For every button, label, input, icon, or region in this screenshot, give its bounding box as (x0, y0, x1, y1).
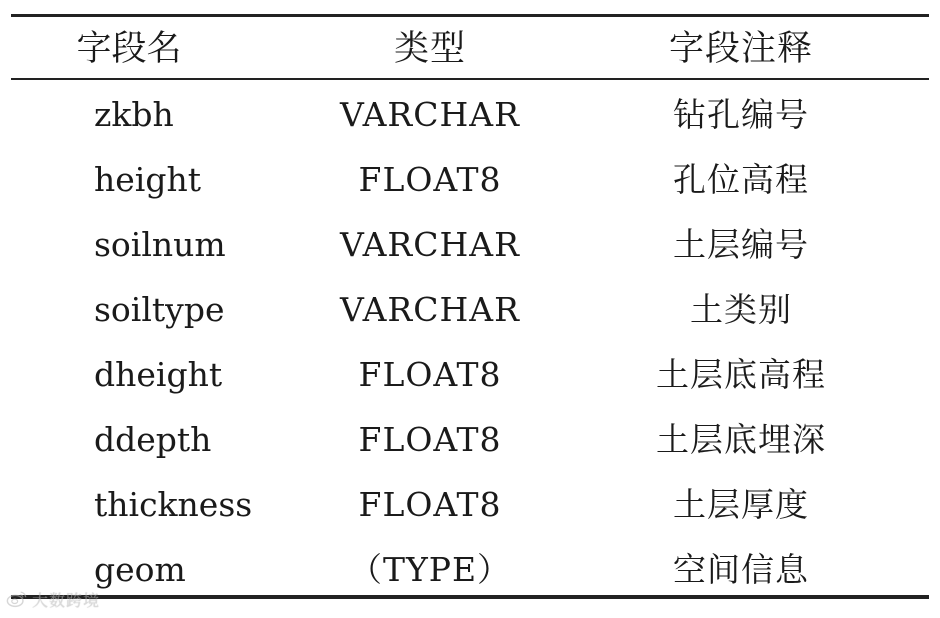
cell-type: FLOAT8 (358, 160, 502, 199)
table-row (11, 537, 929, 602)
cell-type: VARCHAR (340, 290, 520, 329)
table-row (11, 82, 929, 147)
schema-table (11, 14, 929, 599)
table-bottom-rule (11, 595, 929, 599)
cell-comment: 空间信息 (673, 550, 809, 589)
cell-type: （TYPE） (348, 550, 512, 589)
cell-type: FLOAT8 (358, 485, 502, 524)
cell-comment: 土层编号 (673, 225, 809, 264)
cell-field: ddepth (94, 420, 212, 459)
cell-field: thickness (94, 485, 253, 524)
cell-comment: 土层底高程 (656, 355, 826, 394)
table-header-row (11, 17, 929, 82)
cell-type: VARCHAR (340, 225, 520, 264)
cell-field: height (94, 160, 201, 199)
table-row (11, 407, 929, 472)
header-type: 类型 (393, 29, 466, 69)
cell-comment: 钻孔编号 (673, 95, 809, 134)
cell-type: FLOAT8 (358, 420, 502, 459)
table-row (11, 342, 929, 407)
cell-field: zkbh (94, 95, 174, 134)
weibo-logo-icon (6, 588, 28, 610)
table-row (11, 472, 929, 537)
cell-comment: 土层厚度 (673, 485, 809, 524)
header-field-comment: 字段注释 (668, 29, 813, 69)
cell-comment: 土类别 (690, 290, 792, 329)
cell-field: geom (94, 550, 186, 589)
cell-field: soiltype (94, 290, 225, 329)
table-header-rule (11, 78, 929, 80)
cell-comment: 孔位高程 (673, 160, 809, 199)
header-field-name: 字段名 (76, 29, 182, 69)
watermark (6, 586, 100, 612)
cell-field: dheight (94, 355, 223, 394)
table-row (11, 212, 929, 277)
cell-type: FLOAT8 (358, 355, 502, 394)
cell-type: VARCHAR (340, 95, 520, 134)
table-row (11, 277, 929, 342)
watermark-text: 大数跨境 (32, 590, 101, 610)
cell-comment: 土层底埋深 (656, 420, 826, 459)
cell-field: soilnum (94, 225, 226, 264)
table-row (11, 147, 929, 212)
